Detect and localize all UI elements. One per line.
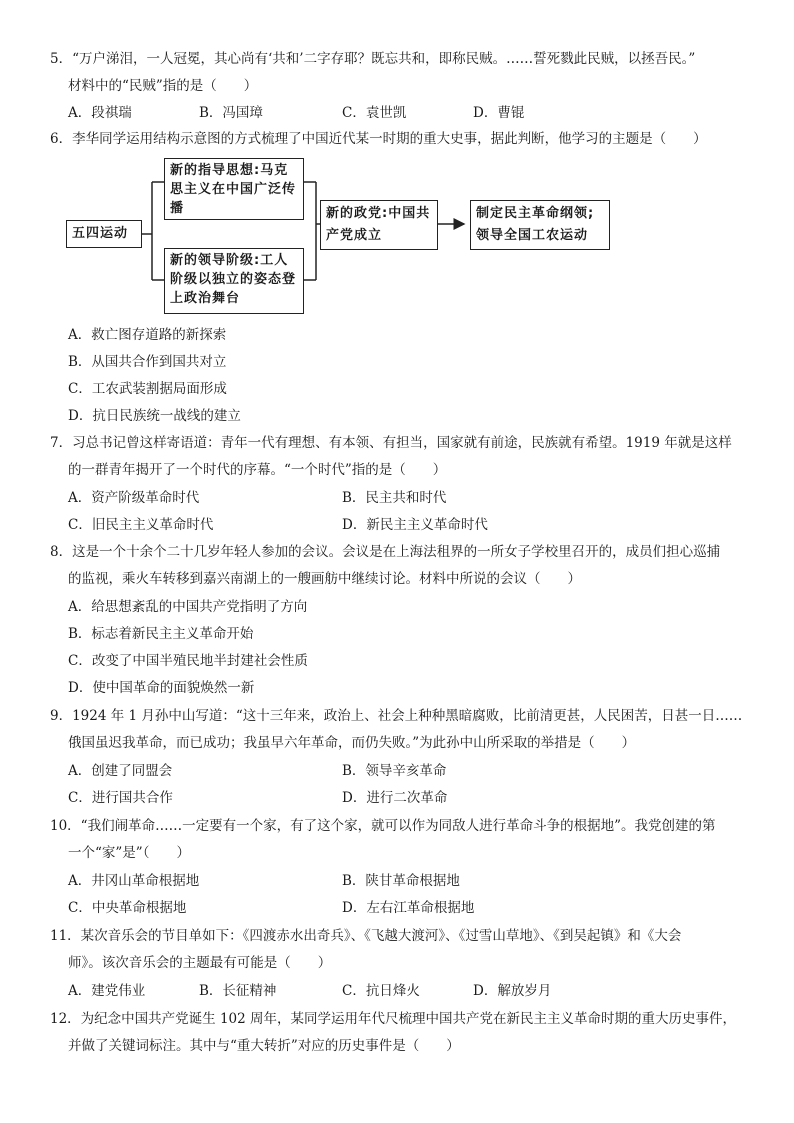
q10-option-d: D．左右江革命根据地 xyxy=(342,900,475,916)
q5-stem-line2: 材料中的“民贼”指的是（ ） xyxy=(68,78,258,94)
q7-option-b: B．民主共和时代 xyxy=(342,490,447,506)
q7-stem-line1: 7．习总书记曾这样寄语道：青年一代有理想、有本领、有担当，国家就有前途，民族就有希望。1919 年就是这样 xyxy=(50,435,732,451)
q5-option-a: A．段祺瑞 xyxy=(68,105,132,121)
q7-option-d: D．新民主主义革命时代 xyxy=(342,517,488,533)
q11-option-d: D．解放岁月 xyxy=(473,983,552,999)
q7-option-c: C．旧民主主义革命时代 xyxy=(68,517,214,533)
q6-option-c: C．工农武装割据局面形成 xyxy=(68,381,227,397)
q5-option-c: C．袁世凯 xyxy=(342,105,407,121)
q9-option-b: B．领导辛亥革命 xyxy=(342,763,447,779)
q6-option-b: B．从国共合作到国共对立 xyxy=(68,354,227,370)
q6-option-d: D．抗日民族统一战线的建立 xyxy=(68,408,241,424)
q10-option-b: B．陕甘革命根据地 xyxy=(342,873,460,889)
q12-stem-line1: 12．为纪念中国共产党诞生 102 周年，某同学运用年代尺梳理中国共产党在新民主主义革命时期的重大历史事件， xyxy=(50,1011,737,1027)
q6-stem-line1: 6．李华同学运用结构示意图的方式梳理了中国近代某一时期的重大史事，据此判断，他学习的主题是（ ） xyxy=(50,131,707,147)
q9-stem-line2: 俄国虽迟我革命，而已成功；我虽早六年革命，而仍失败。”为此孙中山所采取的举措是（ ） xyxy=(68,735,636,751)
q7-option-a: A．资产阶级革命时代 xyxy=(68,490,200,506)
q12-stem-line2: 并做了关键词标注。其中与“重大转折”对应的历史事件是（ ） xyxy=(68,1038,460,1054)
q5-option-b: B．冯国璋 xyxy=(199,105,263,121)
q11-option-c: C．抗日烽火 xyxy=(342,983,420,999)
diagram-box-end: 制定民主革命纲领;领导全国工农运动 xyxy=(470,200,610,250)
q10-stem-line2: 一个“家”是”（ ） xyxy=(68,845,190,861)
q5-option-d: D．曹锟 xyxy=(473,105,525,121)
diagram-box-middle: 新的政党:中国共产党成立 xyxy=(320,200,438,250)
diagram-box-bottom: 新的领导阶级:工人阶级以独立的姿态登上政治舞台 xyxy=(164,248,304,314)
q9-option-d: D．进行二次革命 xyxy=(342,790,448,806)
q9-option-c: C．进行国共合作 xyxy=(68,790,173,806)
q5-stem-line1: 5．“万户涕泪，一人冠冕，其心尚有‘共和’二字存耶？既忘共和，即称民贼。……誓死戮此民贼，以拯吾民。” xyxy=(50,51,696,67)
q11-stem-line1: 11．某次音乐会的节目单如下：《四渡赤水出奇兵》、《飞越大渡河》、《过雪山草地》、《到吴起镇》和《大会 xyxy=(50,928,682,944)
q8-stem-line1: 8．这是一个十余个二十几岁年轻人参加的会议。会议是在上海法租界的一所女子学校里召开的，成员们担心巡捕 xyxy=(50,544,721,560)
q9-stem-line1: 9．1924 年 1 月孙中山写道：“这十三年来，政治上、社会上种种黑暗腐败，比前清更甚，人民困苦，日甚一日…… xyxy=(50,708,743,724)
q9-option-a: A．创建了同盟会 xyxy=(68,763,173,779)
q8-option-d: D．使中国革命的面貌焕然一新 xyxy=(68,680,255,696)
diagram-box-start: 五四运动 xyxy=(66,220,142,248)
q8-option-a: A．给思想紊乱的中国共产党指明了方向 xyxy=(68,599,308,615)
q6-option-a: A．救亡图存道路的新探索 xyxy=(68,327,227,343)
q8-option-c: C．改变了中国半殖民地半封建社会性质 xyxy=(68,653,308,669)
q11-option-b: B．长征精神 xyxy=(199,983,277,999)
q10-option-a: A．井冈山革命根据地 xyxy=(68,873,200,889)
q10-stem-line1: 10．“我们闹革命……一定要有一个家，有了这个家，就可以作为同敌人进行革命斗争的根据地”。我党创建的第 xyxy=(50,818,716,834)
q8-option-b: B．标志着新民主主义革命开始 xyxy=(68,626,254,642)
q7-stem-line2: 的一群青年揭开了一个时代的序幕。“一个时代”指的是（ ） xyxy=(68,462,447,478)
q11-option-a: A．建党伟业 xyxy=(68,983,146,999)
q10-option-c: C．中央革命根据地 xyxy=(68,900,187,916)
q8-stem-line2: 的监视，乘火车转移到嘉兴南湖上的一艘画舫中继续讨论。材料中所说的会议（ ） xyxy=(68,571,581,587)
q11-stem-line2: 师》。该次音乐会的主题最有可能是（ ） xyxy=(68,955,332,971)
diagram-box-top: 新的指导思想:马克思主义在中国广泛传播 xyxy=(164,158,304,220)
structure-diagram xyxy=(66,152,626,317)
